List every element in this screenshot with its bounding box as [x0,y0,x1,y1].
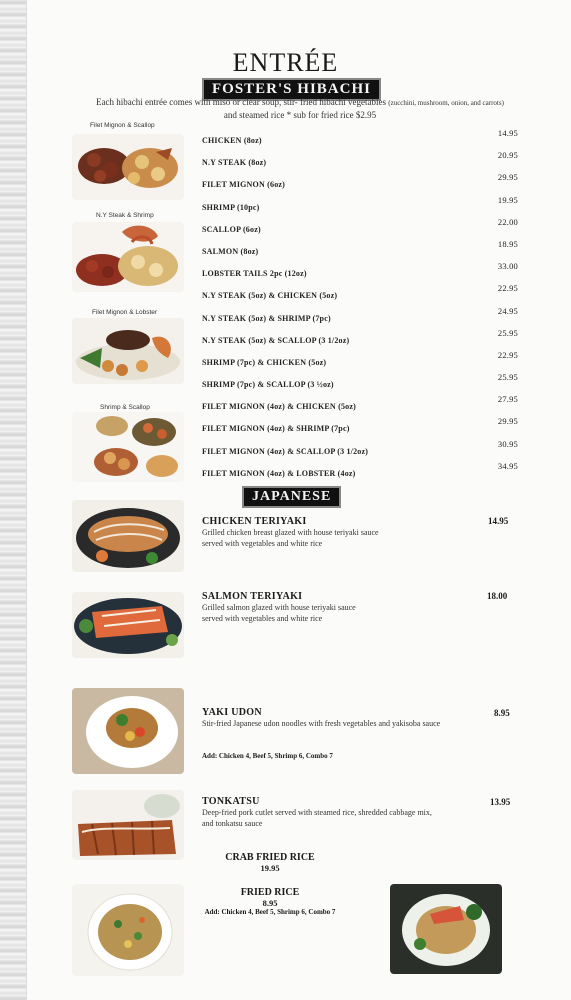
hibachi-menu-list [202,128,522,483]
filet-scallop-photo [72,134,184,200]
hibachi-banner: FOSTER'S HIBACHI [202,78,381,101]
item-name: SHRIMP (10pc) [202,202,260,212]
item-price: 22.95 [497,283,518,294]
item-price: 22.00 [497,216,518,227]
hibachi-item [202,372,522,394]
item-price: 22.95 [497,349,518,360]
item-name: N.Y STEAK (8oz) [202,158,267,168]
spiral-binding [0,0,27,1000]
item-name: FILET MIGNON (4oz) & SCALLOP (3 1/2oz) [202,446,369,456]
item-name: N.Y STEAK (5oz) & SHRIMP (7pc) [202,313,331,323]
hibachi-item [202,172,522,194]
dish-price: 14.95 [488,516,509,526]
hibachi-item [202,150,522,172]
hibachi-item [202,350,522,372]
item-name: N.Y STEAK (5oz) & SCALLOP (3 1/2oz) [202,335,350,345]
salmon-teriyaki-item [202,591,502,624]
filet-lobster-photo [72,318,184,384]
item-price: 25.95 [497,372,518,383]
dish-description: Stir-fried Japanese udon noodles with fresh vegetables and yakisoba sauce [202,719,441,728]
fried-rice-addon: Add: Chicken 4, Beef 5, Shrimp 6, Combo 7 [204,908,336,916]
dish-description: Grilled chicken breast glazed with house teriyaki sauce [202,528,379,537]
shrimp-scallop-photo [72,412,184,482]
hibachi-intro [60,96,540,121]
item-name: FILET MIGNON (6oz) [202,180,286,190]
item-name: SHRIMP (7pc) & SCALLOP (3 ½oz) [202,380,334,390]
salmon-teriyaki-photo [72,592,184,658]
hibachi-item [202,239,522,261]
dish-description: served with vegetables and white rice [202,539,323,548]
item-name: SCALLOP (6oz) [202,224,261,234]
yaki-udon-item [202,707,502,729]
item-price: 34.95 [497,460,518,471]
item-price: 14.95 [497,128,518,138]
intro-line-1: Each hibachi entrée comes with miso or clear soup, stir- fried hibachi vegetables [96,97,387,107]
fried-rice-photo [72,884,184,976]
photo-caption: N.Y Steak & Shrimp [96,212,154,219]
hibachi-item [202,128,522,150]
hibachi-item [202,195,522,217]
dish-name: FRIED RICE [240,887,300,898]
item-name: LOBSTER TAILS 2pc (12oz) [202,269,307,279]
hibachi-item [202,328,522,350]
item-price: 30.95 [497,438,518,449]
dish-price: 13.95 [490,797,511,807]
photo-caption: Filet Mignon & Scallop [90,122,155,129]
dish-price: 18.00 [487,591,508,601]
dish-name: SALMON TERIYAKI [202,591,303,602]
item-price: 29.95 [497,416,518,427]
hibachi-item [202,306,522,328]
item-price: 27.95 [497,394,518,405]
hibachi-item [202,394,522,416]
item-price: 29.95 [497,172,518,183]
dish-description: Grilled salmon glazed with house teriyaki sauce [202,603,356,612]
dish-description: and tonkatsu sauce [202,819,263,828]
hibachi-item [202,439,522,461]
item-name: FILET MIGNON (4oz) & SHRIMP (7pc) [202,424,350,434]
hibachi-item [202,217,522,239]
hibachi-item [202,261,522,283]
crab-fried-rice-item [220,852,320,873]
photo-caption: Shrimp & Scallop [100,404,150,411]
chicken-teriyaki-photo [72,500,184,572]
item-price: 33.00 [497,261,518,272]
tonkatsu-photo [72,790,184,860]
yaki-udon-addon: Add: Chicken 4, Beef 5, Shrimp 6, Combo 7 [202,752,333,760]
japanese-banner: JAPANESE [242,486,341,508]
dish-price: 8.95 [262,898,278,908]
intro-line-2: and steamed rice * sub for fried rice $2.95 [223,110,377,120]
item-name: FILET MIGNON (4oz) & LOBSTER (4oz) [202,468,356,478]
item-name: N.Y STEAK (5oz) & CHICKEN (5oz) [202,291,338,301]
item-price: 18.95 [497,238,518,249]
dish-description: Deep-fried pork cutlet served with steamed rice, shredded cabbage mix, [202,808,432,817]
tonkatsu-item [202,796,502,829]
dish-name: YAKI UDON [202,707,262,718]
hibachi-item [202,283,522,305]
ny-steak-shrimp-photo [72,222,184,292]
item-price: 24.95 [497,305,518,316]
dish-name: TONKATSU [202,796,260,807]
dish-description: served with vegetables and white rice [202,614,323,623]
chicken-teriyaki-item [202,516,502,549]
dish-name: CHICKEN TERIYAKI [202,516,307,527]
page-title: ENTRÉE [232,48,339,77]
item-name: SHRIMP (7pc) & CHICKEN (5oz) [202,357,327,367]
crab-fried-rice-photo [390,884,502,974]
photo-caption: Filet Mignon & Lobster [92,309,158,316]
item-name: CHICKEN (8oz) [202,136,262,145]
intro-veg-note: (zucchini, mushroom, onion, and carrots) [388,99,504,107]
item-name: FILET MIGNON (4oz) & CHICKEN (5oz) [202,402,356,412]
fried-rice-item [195,887,345,916]
hibachi-item [202,416,522,438]
hibachi-item [202,461,522,483]
item-price: 19.95 [497,194,518,205]
item-price: 25.95 [497,327,518,338]
yaki-udon-photo [72,688,184,774]
dish-price: 19.95 [260,863,280,873]
item-name: SALMON (8oz) [202,246,259,256]
item-price: 20.95 [497,150,518,161]
dish-price: 8.95 [494,708,510,718]
dish-name: CRAB FRIED RICE [225,852,315,863]
